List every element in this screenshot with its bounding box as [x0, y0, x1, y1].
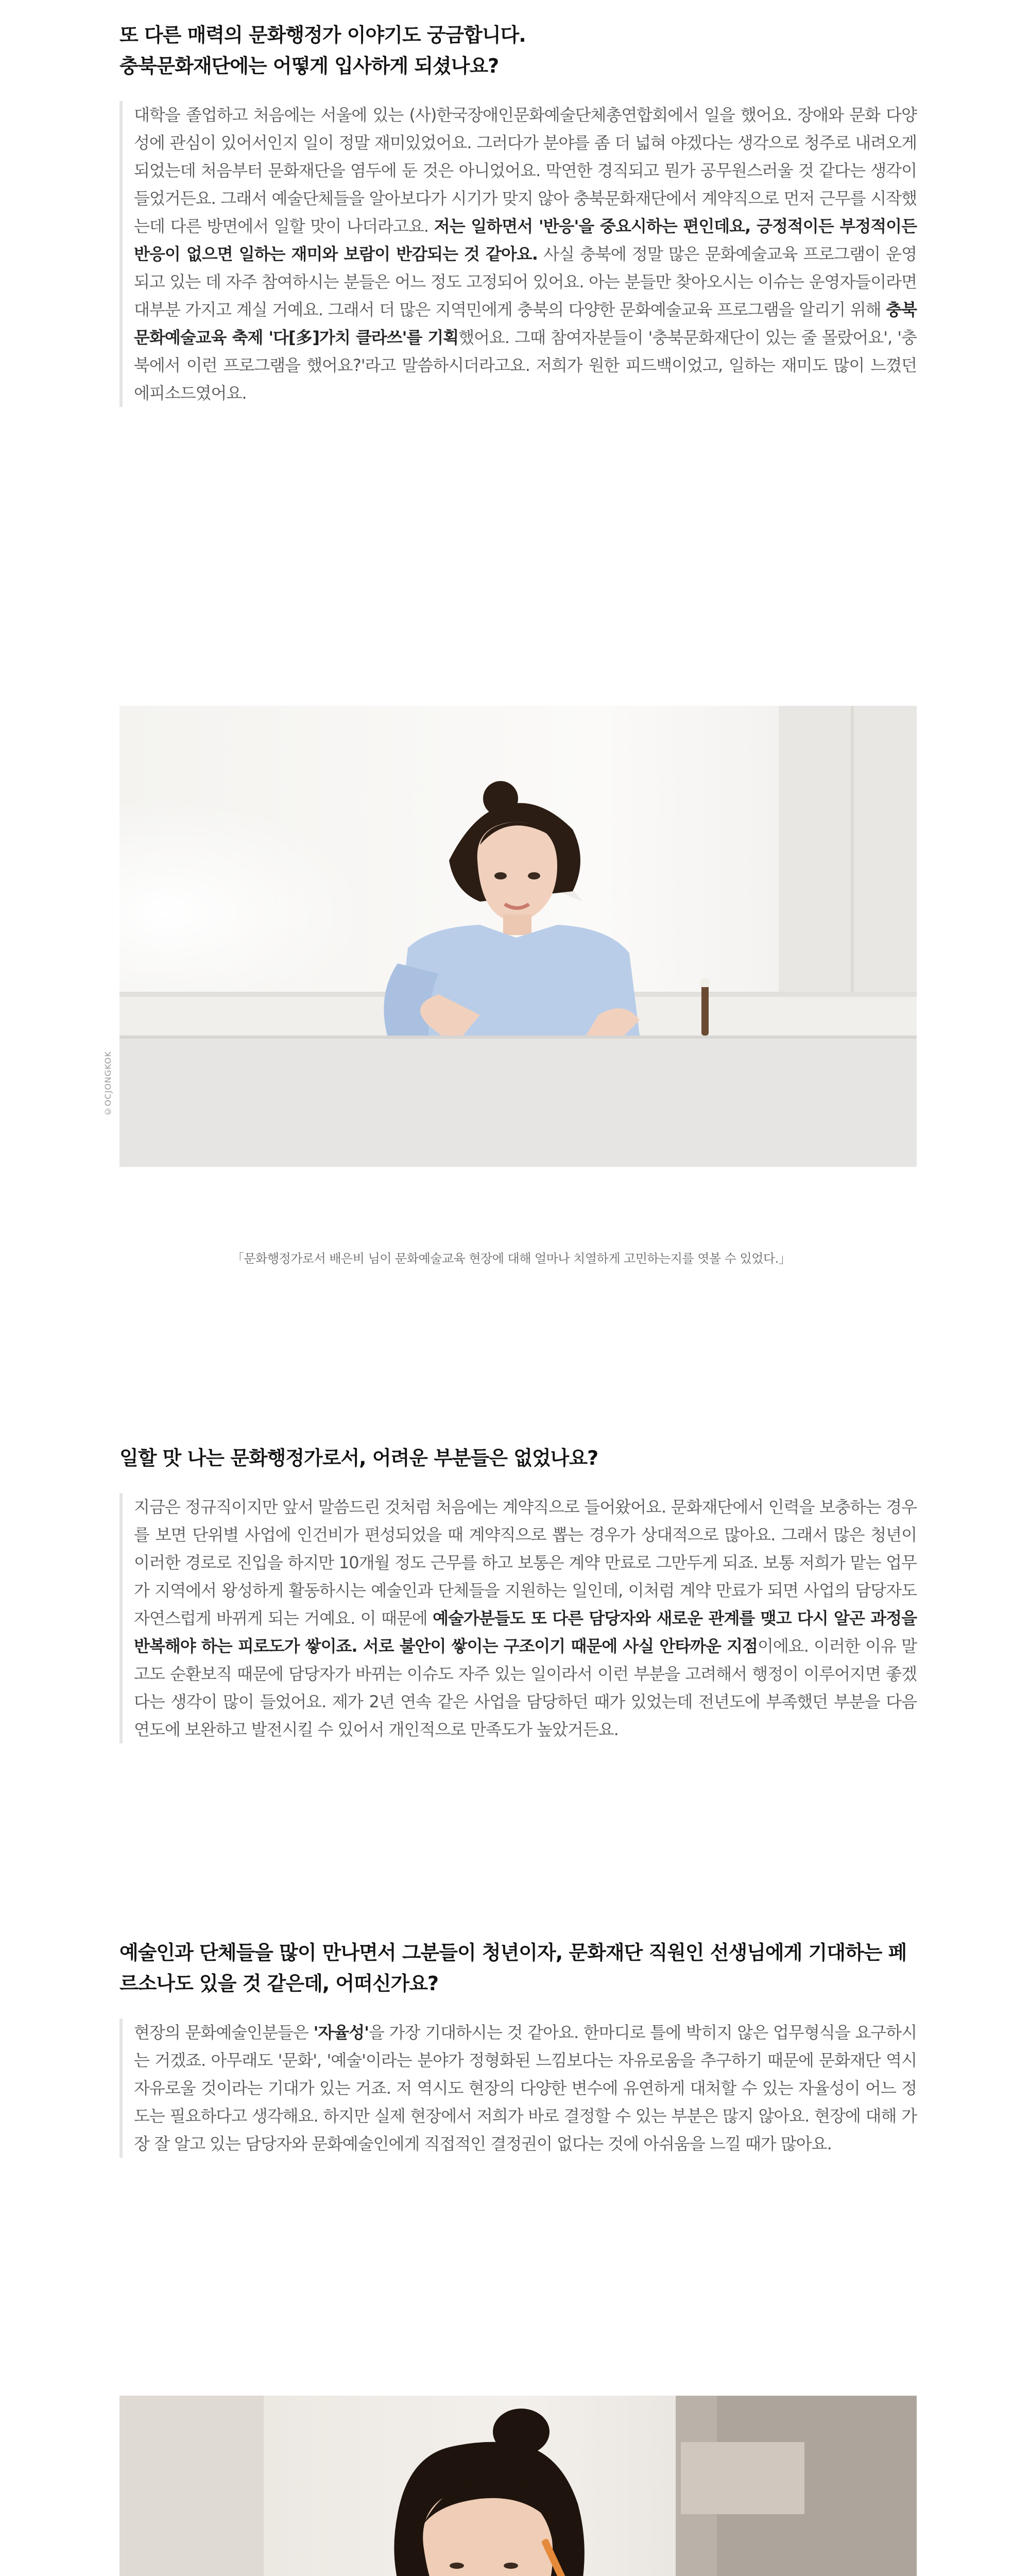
- photo-credit: ©OCJONGKOK: [103, 1051, 113, 1117]
- answer-paragraph: 지금은 정규직이지만 앞서 말씀드린 것처럼 처음에는 계약직으로 들어왔어요. 문화재단에서 인력을 보충하는 경우를 보면 단위별 사업에 인건비가 편성되었을 때 계약직으로 뽑는 경우가 상대적으로 많아요. 그래서 많은 청년이 이러한 경로로 진입을 하지만 10개월 정도 근무를 하고 보통은 계약 만료로 그만두게 되죠. 보통 저희가 맡는 업무가 지역에서 왕성하게 활동하시는 예술인과 단체들을 지원하는 일인데, 이처럼 계약 만료가 되면 사업의 담당자도 자연스럽게 바뀌게 되는 거예요. 이 때문에 예술가분들도 또 다른 담당자와 새로운 관계를 맺고 다시 알곤 과정을 반복해야 하는 피로도가 쌓이죠. 서로 불안이 쌓이는 구조이기 때문에 사실 안타까운 지점이에요. 이러한 이유 말고도 순환보직 때문에 담당자가 바뀌는 이슈도 자주 있는 일이라서 이런 부분을 고려해서 행정이 이루어지면 좋겠다는 생각이 많이 들었어요. 제가 2년 연속 같은 사업을 담당하던 때가 있었는데 전년도에 부족했던 부분을 다음 연도에 보완하고 발전시킬 수 있어서 개인적으로 만족도가 높았거든요.: [119, 1493, 917, 1743]
- answer-paragraph: 현장의 문화예술인분들은 '자율성'을 가장 기대하시는 것 같아요. 한마디로 틀에 박히지 않은 업무형식을 요구하시는 거겠죠. 아무래도 '문화', '예술'이라는 분야가 정형화된 느낌보다는 자유로움을 추구하기 때문에 문화재단 역시 자유로울 것이라는 기대가 있는 거죠. 저 역시도 현장의 다양한 변수에 유연하게 대처할 수 있는 자율성이 어느 정도는 필요하다고 생각해요. 하지만 실제 현장에서 저희가 바로 결정할 수 있는 부분은 많지 않아요. 현장에 대해 가장 잘 알고 있는 담당자와 문화예술인에게 직접적인 결정권이 없다는 것에 아쉬움을 느낄 때가 많아요.: [119, 2019, 917, 2158]
- photo-woman-with-pen: [119, 2396, 917, 2576]
- qa-section-2: [119, 1443, 917, 1743]
- answer-paragraph: 대학을 졸업하고 처음에는 서울에 있는 (사)한국장애인문화예술단체총연합회에서 일을 했어요. 장애와 문화 다양성에 관심이 있어서인지 일이 정말 재미있었어요. 그러다가 분야를 좀 더 넓혀 야겠다는 생각으로 청주로 내려오게 되었는데 처음부터 문화재단을 염두에 둔 것은 아니었어요. 막연한 경직되고 뭔가 공무원스러울 것 같다는 생각이 들었거든요. 그래서 예술단체들을 알아보다가 시기가 맞지 않아 충북문화재단에서 계약직으로 먼저 근무를 시작했는데 다른 방면에서 일할 맛이 나더라고요. 저는 일하면서 '반응'을 중요시하는 편인데요, 긍정적이든 부정적이든 반응이 없으면 일하는 재미와 보람이 반감되는 것 같아요. 사실 충북에 정말 많은 문화예술교육 프로그램이 운영되고 있는 데 자주 참여하시는 분들은 어느 정도 고정되어 있어요. 아는 분들만 찾아오시는 이슈는 운영자들이라면 대부분 가지고 계실 거예요. 그래서 더 많은 지역민에게 충북의 다양한 문화예술교육 프로그램을 알리기 위해 충북문화예술교육 축제 '다[多]가치 클라쓰'를 기획했어요. 그때 참여자분들이 '충북문화재단이 있는 줄 몰랐어요', '충북에서 이런 프로그램을 했어요?'라고 말씀하시더라고요. 저희가 원한 피드백이었고, 일하는 재미도 많이 느꼈던 에피소드였어요.: [119, 101, 917, 407]
- question-line: 일할 맛 나는 문화행정가로서, 어려운 부분들은 없었나요?: [119, 1447, 598, 1469]
- photo-caption: 「문화행정가로서 배은비 님이 문화예술교육 현장에 대해 얼마나 치열하게 고민하는지를 엿볼 수 있었다.」: [232, 1251, 791, 1266]
- qa-section-1: [119, 20, 917, 407]
- question-heading: [119, 20, 917, 81]
- question-line: 충북문화재단에는 어떻게 입사하게 되셨나요?: [119, 55, 499, 77]
- interview-photo-1: [119, 706, 917, 1169]
- question-heading: [119, 1443, 917, 1473]
- question-line: 예술인과 단체들을 많이 만나면서 그분들이 청년이자, 문화재단 직원인 선생님에게 기대하는 페르소나도 있을 것 같은데, 어떠신가요?: [119, 1941, 907, 1995]
- question-heading: [119, 1937, 917, 1999]
- question-line: 또 다른 매력의 문화행정가 이야기도 궁금합니다.: [119, 24, 526, 46]
- qa-section-3: [119, 1937, 917, 2158]
- interview-photo-2: [119, 2396, 917, 2576]
- photo-woman-gesturing: [119, 706, 917, 1167]
